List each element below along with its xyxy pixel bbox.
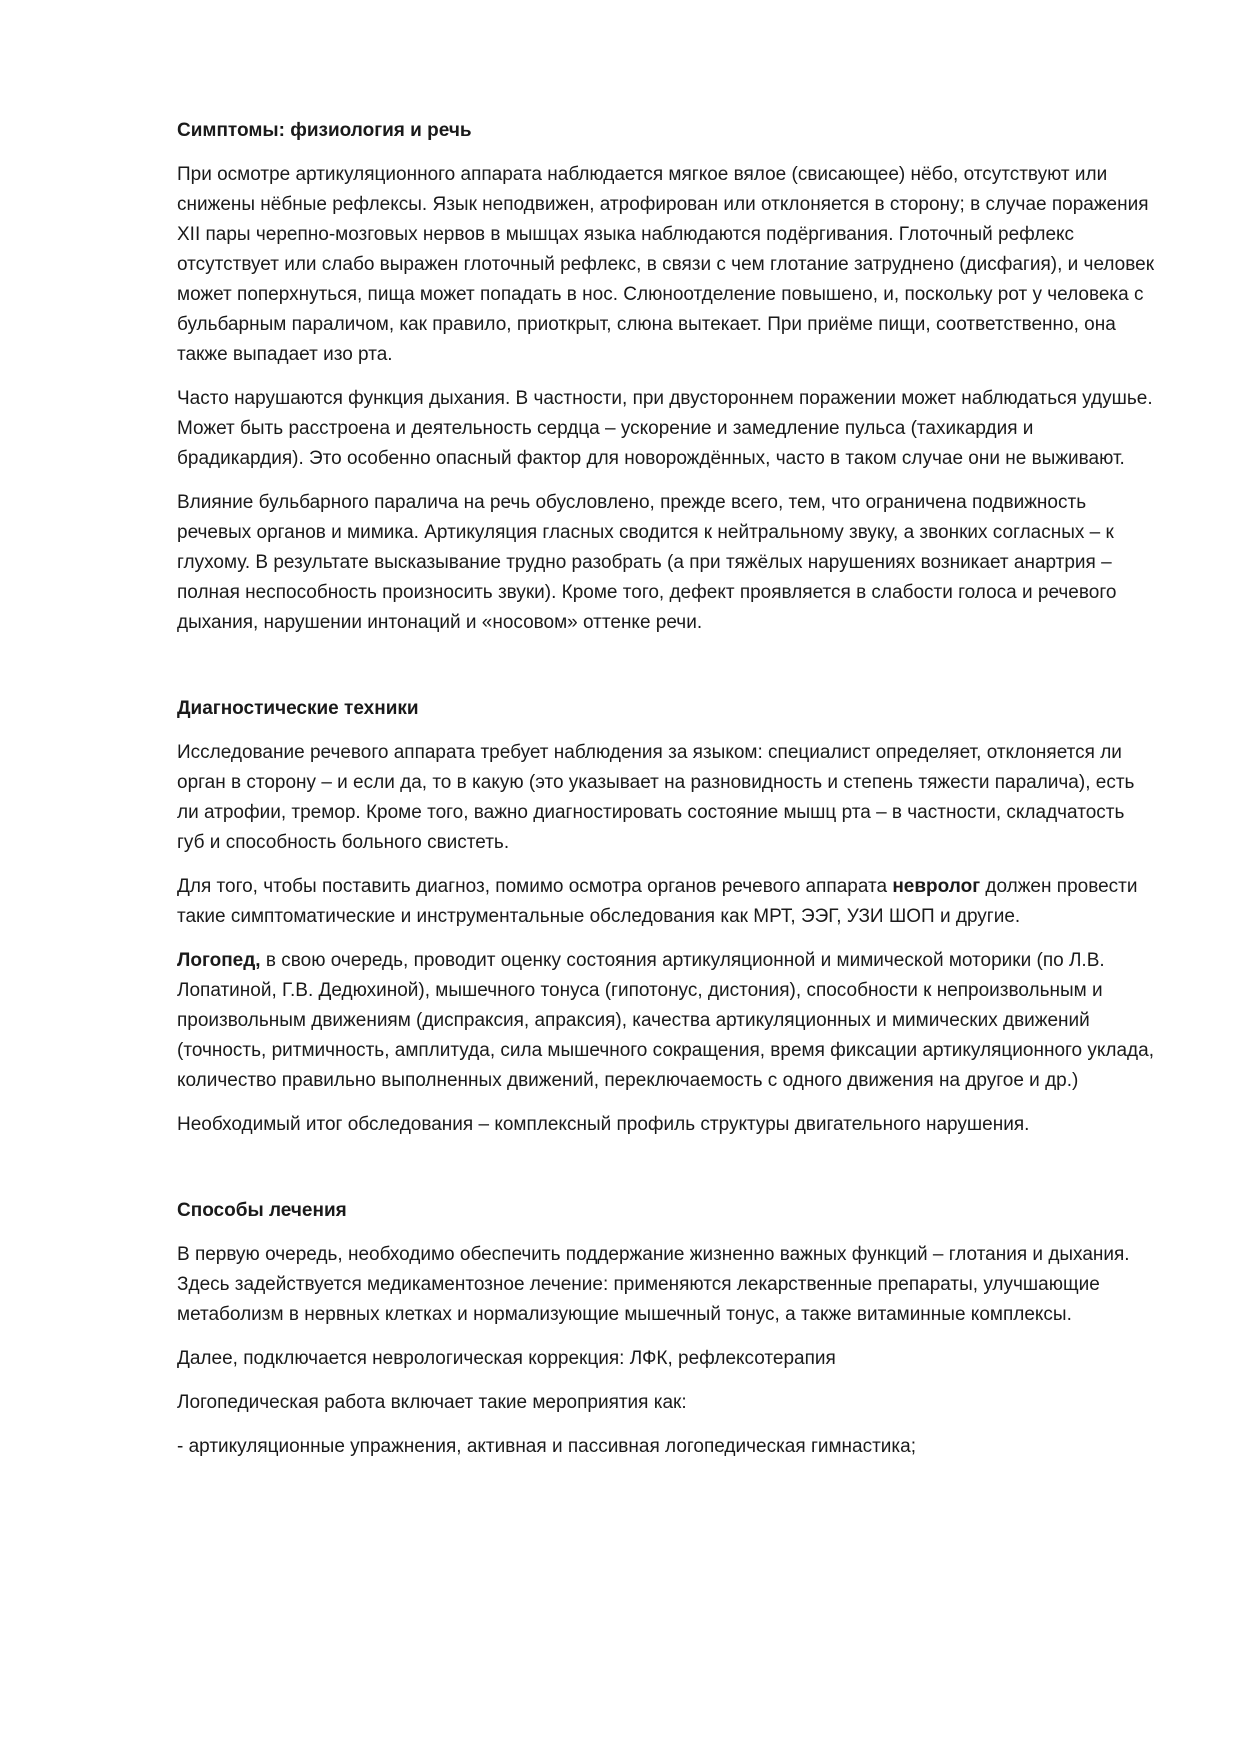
paragraph: Необходимый итог обследования – комплексный профиль структуры двигательного нарушения.: [177, 1114, 1030, 1135]
paragraph: Исследование речевого аппарата требует наблюдения за языком: специалист определяет, отклоняется ли орган в сторону – и если да, то в какую (это указывает на разновидность и степень тяжести паралича), есть ли атрофии, тремор. Кроме того, важно диагностировать состояние мышц рта – в частности, складчатость губ и способность больного свистеть.: [177, 742, 1135, 853]
bold-term-speech-therapist: Логопед,: [177, 950, 261, 971]
bold-term-neurologist: невролог: [892, 876, 981, 897]
paragraph: Логопедическая работа включает такие мероприятия как:: [177, 1392, 687, 1413]
section-heading: Способы лечения: [177, 1200, 347, 1221]
list-item: - артикуляционные упражнения, активная и пассивная логопедическая гимнастика;: [177, 1436, 916, 1457]
paragraph: При осмотре артикуляционного аппарата наблюдается мягкое вялое (свисающее) нёбо, отсутствуют или снижены нёбные рефлексы. Язык неподвижен, атрофирован или отклоняется в сторону; в случае поражения XII пары черепно-мозговых нервов в мышцах языка наблюдаются подёргивания. Глоточный рефлекс отсутствует или слабо выражен глоточный рефлекс, в связи с чем глотание затруднено (дисфагия), и человек может поперхнуться, пища может попадать в нос. Слюноотделение повышено, и, поскольку рот у человека с бульбарным параличом, как правило, приоткрыт, слюна вытекает. При приёме пищи, соответственно, она также выпадает изо рта.: [177, 164, 1155, 365]
section-symptoms: [177, 116, 1157, 638]
paragraph: Далее, подключается неврологическая коррекция: ЛФК, рефлексотерапия: [177, 1348, 836, 1369]
section-diagnostics: [177, 694, 1157, 1140]
section-spacer: [177, 1154, 1157, 1196]
paragraph: Влияние бульбарного паралича на речь обусловлено, прежде всего, тем, что ограничена подвижность речевых органов и мимика. Артикуляция гласных сводится к нейтральному звуку, а звонких согласных – к глухому. В результате высказывание трудно разобрать (а при тяжёлых нарушениях возникает анартрия – полная неспособность произносить звуки). Кроме того, дефект проявляется в слабости голоса и речевого дыхания, нарушении интонаций и «носовом» оттенке речи.: [177, 492, 1117, 633]
paragraph: Часто нарушаются функция дыхания. В частности, при двустороннем поражении может наблюдаться удушье. Может быть расстроена и деятельность сердца – ускорение и замедление пульса (тахикардия и брадикардия). Это особенно опасный фактор для новорождённых, часто в таком случае они не выживают.: [177, 388, 1153, 469]
section-heading: Диагностические техники: [177, 698, 419, 719]
paragraph-text: должен провести такие симптоматические и инструментальные обследования как МРТ, ЭЭГ, УЗИ ШОП и другие.: [177, 876, 1138, 927]
section-heading: Симптомы: физиология и речь: [177, 120, 472, 141]
paragraph: [177, 872, 1157, 932]
paragraph: [177, 946, 1157, 1096]
paragraph-text: Для того, чтобы поставить диагноз, помимо осмотра органов речевого аппарата: [177, 876, 893, 897]
document-body: [177, 116, 1157, 1476]
section-spacer: [177, 652, 1157, 694]
paragraph-text: в свою очередь, проводит оценку состояния артикуляционной и мимической моторики (по Л.В. Лопатиной, Г.В. Дедюхиной), мышечного тонуса (гипотонус, дистония), способности к непроизвольным и произвольным движениям (диспраксия, апраксия), качества артикуляционных и мимических движений (точность, ритмичность, амплитуда, сила мышечного сокращения, время фиксации артикуляционного уклада, количество правильно выполненных движений, переключаемость с одного движения на другое и др.): [177, 950, 1154, 1091]
paragraph: В первую очередь, необходимо обеспечить поддержание жизненно важных функций – глотания и дыхания. Здесь задействуется медикаментозное лечение: применяются лекарственные препараты, улучшающие метаболизм в нервных клетках и нормализующие мышечный тонус, а также витаминные комплексы.: [177, 1244, 1130, 1325]
section-treatment: [177, 1196, 1157, 1462]
